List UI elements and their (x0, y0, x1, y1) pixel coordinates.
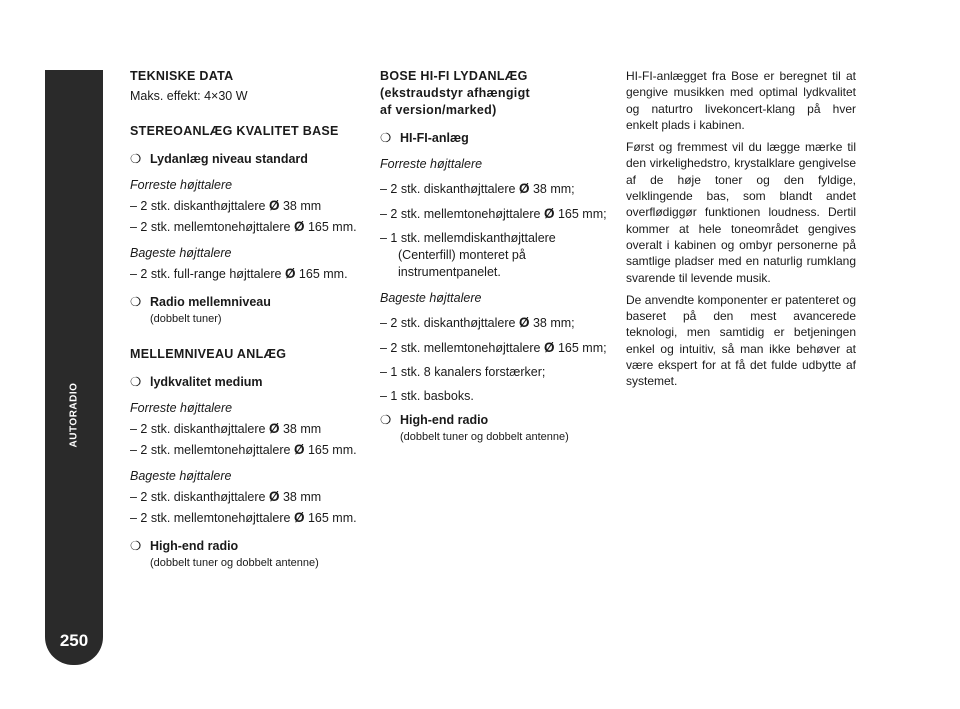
diameter-icon: Ø (543, 206, 555, 221)
speaker-item: – 2 stk. full-range højttalere Ø 165 mm. (130, 266, 348, 281)
speaker-item: – 2 stk. diskanthøjttalere Ø 38 mm; (380, 315, 575, 330)
chapter-label: AUTORADIO (68, 382, 80, 448)
body-paragraph: Først og fremmest vil du lægge mærke til den virkelighedstro, krystalklare gengivelse af de høje toner og den fyldige, velklingende bas, som blandt andet overflødiggør funktionen loudness. Dertil kommer at hele toneområdet gengives overalt i kabinen og ombyr personerne på samtlige pladser med en naturlig rumklang svarende til levende musik. (626, 140, 856, 285)
tech-heading: TEKNISKE DATA (130, 69, 234, 83)
speaker-item: – 2 stk. diskanthøjttalere Ø 38 mm (130, 489, 322, 504)
circle-bullet-icon: ❍ (130, 539, 142, 553)
option-title: HI-FI-anlæg (400, 131, 469, 145)
diameter-icon: Ø (268, 198, 280, 213)
diameter-icon: Ø (293, 219, 305, 234)
body-paragraph: HI-FI-anlægget fra Bose er beregnet til at gengive musikken med optimal lydkvalitet og naturtro livekoncert-klang på hver enkelt plads i kabinen. (626, 69, 856, 132)
option-standard (130, 151, 360, 168)
body-paragraph: De anvendte komponenter er patenteret og baseret på den mest avancerede teknologi, men samtidig er betjeningen enkel og intuitiv, så man ikke behøver at være ekspert for at få det fulde udbytte af systemet. (626, 292, 856, 389)
circle-bullet-icon: ❍ (380, 413, 392, 427)
bose-heading-line: BOSE HI-FI LYDANLÆG (380, 69, 528, 83)
bose-heading-line: af version/marked) (380, 103, 497, 117)
subwoofer-item: – 1 stk. basboks. (380, 389, 474, 403)
option-hifi (380, 130, 610, 147)
option-title: lydkvalitet medium (150, 375, 263, 389)
option-title: High-end radio (400, 413, 489, 427)
speaker-item: – 2 stk. mellemtonehøjttalere Ø 165 mm; (380, 206, 607, 221)
diameter-icon: Ø (284, 266, 296, 281)
front-speakers-label: Forreste højttalere (130, 178, 233, 192)
page-number: 250 (59, 631, 89, 650)
tech-text: Maks. effekt: 4×30 W (130, 89, 248, 103)
diameter-icon: Ø (293, 510, 305, 525)
diameter-icon: Ø (518, 315, 530, 330)
rear-speakers-label: Bageste højttalere (130, 469, 232, 483)
rear-speakers-label: Bageste højttalere (130, 246, 232, 260)
bose-heading-line: (ekstraudstyr afhængigt (380, 86, 530, 100)
circle-bullet-icon: ❍ (130, 295, 142, 309)
option-radio-mid (130, 294, 360, 311)
diameter-icon: Ø (268, 421, 280, 436)
option-high-end (130, 538, 360, 555)
diameter-icon: Ø (543, 340, 555, 355)
option-medium (130, 374, 360, 391)
amplifier-item: – 1 stk. 8 kanalers forstærker; (380, 365, 546, 379)
column-middle (380, 68, 610, 446)
option-subtitle: (dobbelt tuner og dobbelt antenne) (150, 557, 319, 569)
speaker-item: – 1 stk. mellemdiskanthøjttalere (Centerfill) monteret på instrumentpanelet. (380, 231, 556, 279)
speaker-item: – 2 stk. diskanthøjttalere Ø 38 mm (130, 421, 322, 436)
option-title: High-end radio (150, 539, 239, 553)
circle-bullet-icon: ❍ (130, 152, 142, 166)
circle-bullet-icon: ❍ (380, 131, 392, 145)
column-right (626, 68, 856, 396)
option-high-end (380, 412, 610, 429)
speaker-item: – 2 stk. mellemtonehøjttalere Ø 165 mm. (130, 510, 357, 525)
speaker-item: – 2 stk. mellemtonehøjttalere Ø 165 mm; (380, 340, 607, 355)
column-left (130, 68, 360, 572)
circle-bullet-icon: ❍ (130, 375, 142, 389)
diameter-icon: Ø (268, 489, 280, 504)
speaker-item: – 2 stk. diskanthøjttalere Ø 38 mm; (380, 181, 575, 196)
speaker-item: – 2 stk. mellemtonehøjttalere Ø 165 mm. (130, 442, 357, 457)
front-speakers-label: Forreste højttalere (130, 401, 233, 415)
bose-heading (380, 68, 610, 119)
diameter-icon: Ø (518, 181, 530, 196)
stereo-heading: STEREOANLÆG KVALITET BASE (130, 124, 339, 138)
diameter-icon: Ø (293, 442, 305, 457)
mid-heading: MELLEMNIVEAU ANLÆG (130, 347, 287, 361)
option-title: Lydanlæg niveau standard (150, 152, 308, 166)
option-subtitle: (dobbelt tuner) (150, 313, 222, 325)
chapter-sidebar (45, 70, 103, 665)
rear-speakers-label: Bageste højttalere (380, 291, 482, 305)
option-title: Radio mellemniveau (150, 295, 271, 309)
speaker-item: – 2 stk. diskanthøjttalere Ø 38 mm (130, 198, 322, 213)
front-speakers-label: Forreste højttalere (380, 157, 483, 171)
option-subtitle: (dobbelt tuner og dobbelt antenne) (400, 431, 569, 443)
speaker-item: – 2 stk. mellemtonehøjttalere Ø 165 mm. (130, 219, 357, 234)
